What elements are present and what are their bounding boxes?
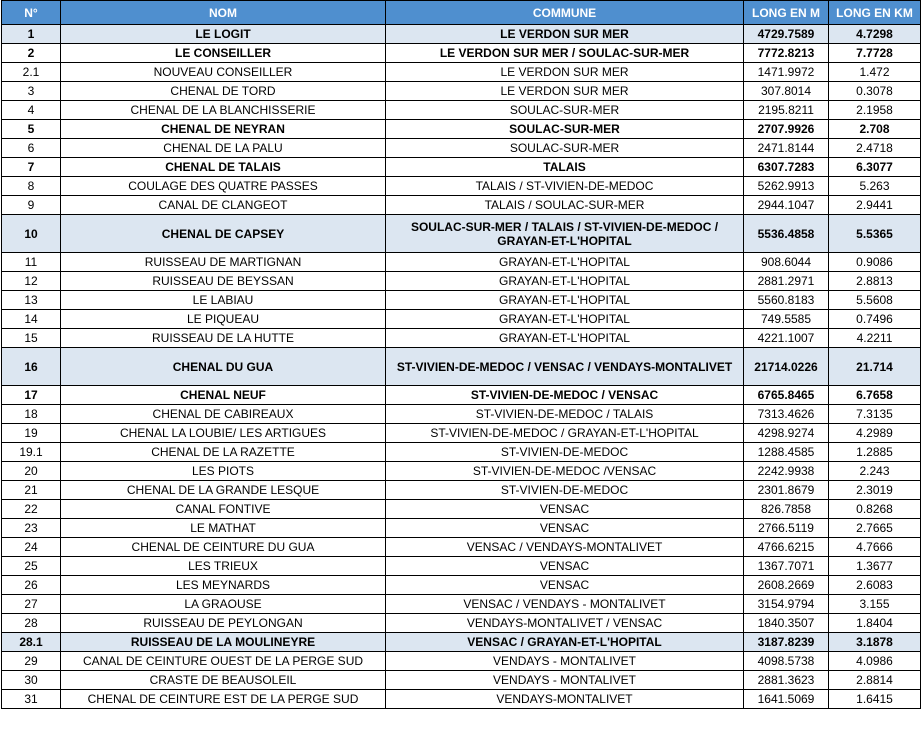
cell-nom: LE LOGIT [61,25,386,44]
cell-long-km: 4.0986 [829,652,921,671]
cell-nom: CHENAL DE LA RAZETTE [61,443,386,462]
cell-nom: LA GRAOUSE [61,595,386,614]
cell-commune: VENSAC / GRAYAN-ET-L'HOPITAL [386,633,744,652]
cell-nom: CHENAL DE TALAIS [61,158,386,177]
cell-num: 20 [2,462,61,481]
cell-nom: CHENAL LA LOUBIE/ LES ARTIGUES [61,424,386,443]
cell-num: 22 [2,500,61,519]
cell-long-m: 2471.8144 [744,139,829,158]
cell-long-m: 5262.9913 [744,177,829,196]
table-row [2,576,921,595]
cell-num: 18 [2,405,61,424]
cell-long-m: 2881.3623 [744,671,829,690]
cell-nom: CHENAL NEUF [61,386,386,405]
cell-long-km: 5.5608 [829,291,921,310]
table-row [2,139,921,158]
cell-long-km: 3.1878 [829,633,921,652]
cell-commune: LE VERDON SUR MER / SOULAC-SUR-MER [386,44,744,63]
cell-nom: LE LABIAU [61,291,386,310]
cell-commune: GRAYAN-ET-L'HOPITAL [386,253,744,272]
cell-long-m: 5560.8183 [744,291,829,310]
cell-nom: LES MEYNARDS [61,576,386,595]
cell-commune: SOULAC-SUR-MER [386,139,744,158]
cell-long-m: 2242.9938 [744,462,829,481]
cell-num: 28.1 [2,633,61,652]
cell-long-km: 5.5365 [829,215,921,253]
cell-long-km: 4.7298 [829,25,921,44]
cell-commune: ST-VIVIEN-DE-MEDOC / GRAYAN-ET-L'HOPITAL [386,424,744,443]
table-row [2,595,921,614]
cell-num: 24 [2,538,61,557]
cell-nom: CRASTE DE BEAUSOLEIL [61,671,386,690]
table-row [2,310,921,329]
cell-long-m: 2301.8679 [744,481,829,500]
cell-nom: CHENAL DU GUA [61,348,386,386]
cell-commune: SOULAC-SUR-MER [386,120,744,139]
cell-num: 26 [2,576,61,595]
cell-long-m: 2707.9926 [744,120,829,139]
table-row [2,405,921,424]
cell-long-km: 7.3135 [829,405,921,424]
cell-commune: GRAYAN-ET-L'HOPITAL [386,310,744,329]
cell-commune: GRAYAN-ET-L'HOPITAL [386,291,744,310]
cell-long-m: 1288.4585 [744,443,829,462]
cell-num: 1 [2,25,61,44]
table-row [2,462,921,481]
cell-num: 17 [2,386,61,405]
cell-long-km: 2.243 [829,462,921,481]
header-num: N° [2,1,61,25]
cell-long-km: 0.8268 [829,500,921,519]
cell-num: 8 [2,177,61,196]
cell-long-m: 1641.5069 [744,690,829,709]
table-row [2,633,921,652]
cell-long-km: 2.1958 [829,101,921,120]
cell-nom: RUISSEAU DE PEYLONGAN [61,614,386,633]
cell-nom: CHENAL DE CEINTURE EST DE LA PERGE SUD [61,690,386,709]
cell-long-m: 307.8014 [744,82,829,101]
cell-num: 23 [2,519,61,538]
cell-long-km: 7.7728 [829,44,921,63]
cell-nom: LE MATHAT [61,519,386,538]
table-row [2,386,921,405]
cell-long-km: 6.7658 [829,386,921,405]
cell-nom: CHENAL DE LA GRANDE LESQUE [61,481,386,500]
cell-commune: ST-VIVIEN-DE-MEDOC / VENSAC / VENDAYS-MONTALIVET [386,348,744,386]
cell-num: 5 [2,120,61,139]
cell-num: 16 [2,348,61,386]
cell-commune: TALAIS [386,158,744,177]
cell-long-m: 5536.4858 [744,215,829,253]
cell-long-m: 1367.7071 [744,557,829,576]
cell-nom: RUISSEAU DE LA HUTTE [61,329,386,348]
cell-long-m: 4298.9274 [744,424,829,443]
header-long-m: LONG EN M [744,1,829,25]
table-row [2,500,921,519]
cell-long-km: 4.2989 [829,424,921,443]
cell-long-km: 2.8814 [829,671,921,690]
cell-long-km: 1.6415 [829,690,921,709]
cell-long-km: 4.7666 [829,538,921,557]
table-row [2,481,921,500]
cell-long-m: 1471.9972 [744,63,829,82]
cell-commune: VENDAYS - MONTALIVET [386,671,744,690]
cell-commune: ST-VIVIEN-DE-MEDOC / VENSAC [386,386,744,405]
cell-nom: RUISSEAU DE LA MOULINEYRE [61,633,386,652]
table-row [2,44,921,63]
cell-commune: VENDAYS-MONTALIVET [386,690,744,709]
cell-nom: CHENAL DE NEYRAN [61,120,386,139]
header-nom: NOM [61,1,386,25]
cell-commune: ST-VIVIEN-DE-MEDOC [386,481,744,500]
cell-nom: CHENAL DE CAPSEY [61,215,386,253]
cell-nom: RUISSEAU DE MARTIGNAN [61,253,386,272]
cell-num: 19.1 [2,443,61,462]
table-row [2,82,921,101]
cell-nom: RUISSEAU DE BEYSSAN [61,272,386,291]
table-row [2,253,921,272]
cell-nom: LE PIQUEAU [61,310,386,329]
table-row [2,158,921,177]
cell-long-m: 7313.4626 [744,405,829,424]
table-row [2,215,921,253]
cell-commune: LE VERDON SUR MER [386,63,744,82]
cell-nom: COULAGE DES QUATRE PASSES [61,177,386,196]
cell-long-km: 1.2885 [829,443,921,462]
cell-num: 10 [2,215,61,253]
cell-long-m: 826.7858 [744,500,829,519]
cell-nom: LE CONSEILLER [61,44,386,63]
cell-long-km: 3.155 [829,595,921,614]
cell-commune: GRAYAN-ET-L'HOPITAL [386,329,744,348]
cell-num: 2 [2,44,61,63]
cell-long-km: 2.9441 [829,196,921,215]
cell-long-km: 0.7496 [829,310,921,329]
cell-long-m: 2195.8211 [744,101,829,120]
cell-commune: VENSAC [386,519,744,538]
cell-long-m: 2881.2971 [744,272,829,291]
table-row [2,329,921,348]
cell-num: 29 [2,652,61,671]
table-row [2,690,921,709]
cell-num: 9 [2,196,61,215]
table-row [2,348,921,386]
cell-commune: ST-VIVIEN-DE-MEDOC /VENSAC [386,462,744,481]
table-row [2,25,921,44]
table-row [2,557,921,576]
table-row [2,652,921,671]
cell-commune: TALAIS / SOULAC-SUR-MER [386,196,744,215]
cell-commune: ST-VIVIEN-DE-MEDOC / TALAIS [386,405,744,424]
header-row [2,1,921,25]
cell-commune: SOULAC-SUR-MER / TALAIS / ST-VIVIEN-DE-MEDOC / GRAYAN-ET-L'HOPITAL [386,215,744,253]
cell-long-km: 2.7665 [829,519,921,538]
cell-commune: ST-VIVIEN-DE-MEDOC [386,443,744,462]
table-row [2,196,921,215]
cell-long-km: 6.3077 [829,158,921,177]
cell-long-m: 6765.8465 [744,386,829,405]
cell-num: 7 [2,158,61,177]
cell-long-km: 2.6083 [829,576,921,595]
cell-nom: CHENAL DE TORD [61,82,386,101]
cell-long-m: 2608.2669 [744,576,829,595]
cell-long-m: 749.5585 [744,310,829,329]
table-row [2,671,921,690]
table-row [2,120,921,139]
cell-commune: GRAYAN-ET-L'HOPITAL [386,272,744,291]
cell-commune: VENDAYS-MONTALIVET / VENSAC [386,614,744,633]
cell-num: 11 [2,253,61,272]
table-header [2,1,921,25]
cell-long-km: 2.708 [829,120,921,139]
cell-num: 6 [2,139,61,158]
cell-nom: LES PIOTS [61,462,386,481]
table-row [2,614,921,633]
cell-commune: VENDAYS - MONTALIVET [386,652,744,671]
cell-commune: VENSAC [386,500,744,519]
cell-num: 13 [2,291,61,310]
cell-long-km: 21.714 [829,348,921,386]
cell-commune: LE VERDON SUR MER [386,82,744,101]
cell-long-km: 5.263 [829,177,921,196]
cell-long-km: 1.8404 [829,614,921,633]
cell-num: 31 [2,690,61,709]
cell-long-m: 4729.7589 [744,25,829,44]
cell-long-m: 1840.3507 [744,614,829,633]
cell-num: 30 [2,671,61,690]
header-long-km: LONG EN KM [829,1,921,25]
table-row [2,63,921,82]
cell-nom: LES TRIEUX [61,557,386,576]
cell-num: 3 [2,82,61,101]
cell-nom: CHENAL DE LA BLANCHISSERIE [61,101,386,120]
cell-nom: CANAL DE CLANGEOT [61,196,386,215]
header-commune: COMMUNE [386,1,744,25]
cell-nom: CHENAL DE CEINTURE DU GUA [61,538,386,557]
cell-commune: VENSAC / VENDAYS - MONTALIVET [386,595,744,614]
cell-long-m: 4766.6215 [744,538,829,557]
cell-long-m: 2766.5119 [744,519,829,538]
cell-long-km: 2.3019 [829,481,921,500]
table-row [2,538,921,557]
cell-long-m: 2944.1047 [744,196,829,215]
cell-nom: CANAL FONTIVE [61,500,386,519]
cell-long-km: 1.3677 [829,557,921,576]
cell-long-m: 7772.8213 [744,44,829,63]
cell-long-km: 0.3078 [829,82,921,101]
table-row [2,177,921,196]
cell-num: 28 [2,614,61,633]
cell-num: 19 [2,424,61,443]
cell-long-m: 3187.8239 [744,633,829,652]
cell-commune: LE VERDON SUR MER [386,25,744,44]
cell-commune: VENSAC [386,557,744,576]
cell-commune: VENSAC / VENDAYS-MONTALIVET [386,538,744,557]
cell-long-km: 2.8813 [829,272,921,291]
cell-long-m: 3154.9794 [744,595,829,614]
cell-nom: CHENAL DE CABIREAUX [61,405,386,424]
cell-num: 27 [2,595,61,614]
cell-num: 14 [2,310,61,329]
table-row [2,519,921,538]
cell-commune: SOULAC-SUR-MER [386,101,744,120]
cell-num: 4 [2,101,61,120]
cell-nom: CANAL DE CEINTURE OUEST DE LA PERGE SUD [61,652,386,671]
cell-num: 2.1 [2,63,61,82]
cell-num: 25 [2,557,61,576]
cell-long-km: 1.472 [829,63,921,82]
table-row [2,291,921,310]
cell-long-m: 4221.1007 [744,329,829,348]
cell-nom: CHENAL DE LA PALU [61,139,386,158]
cell-long-m: 908.6044 [744,253,829,272]
table-row [2,424,921,443]
cell-commune: TALAIS / ST-VIVIEN-DE-MEDOC [386,177,744,196]
cell-long-km: 4.2211 [829,329,921,348]
cell-long-km: 0.9086 [829,253,921,272]
cell-long-m: 21714.0226 [744,348,829,386]
table-body [2,25,921,709]
cell-num: 21 [2,481,61,500]
cell-long-m: 4098.5738 [744,652,829,671]
cell-commune: VENSAC [386,576,744,595]
cell-long-m: 6307.7283 [744,158,829,177]
table-row [2,443,921,462]
cell-long-km: 2.4718 [829,139,921,158]
cell-num: 12 [2,272,61,291]
cell-num: 15 [2,329,61,348]
cell-nom: NOUVEAU CONSEILLER [61,63,386,82]
table-row [2,272,921,291]
watercourse-length-table [1,0,921,709]
table-row [2,101,921,120]
